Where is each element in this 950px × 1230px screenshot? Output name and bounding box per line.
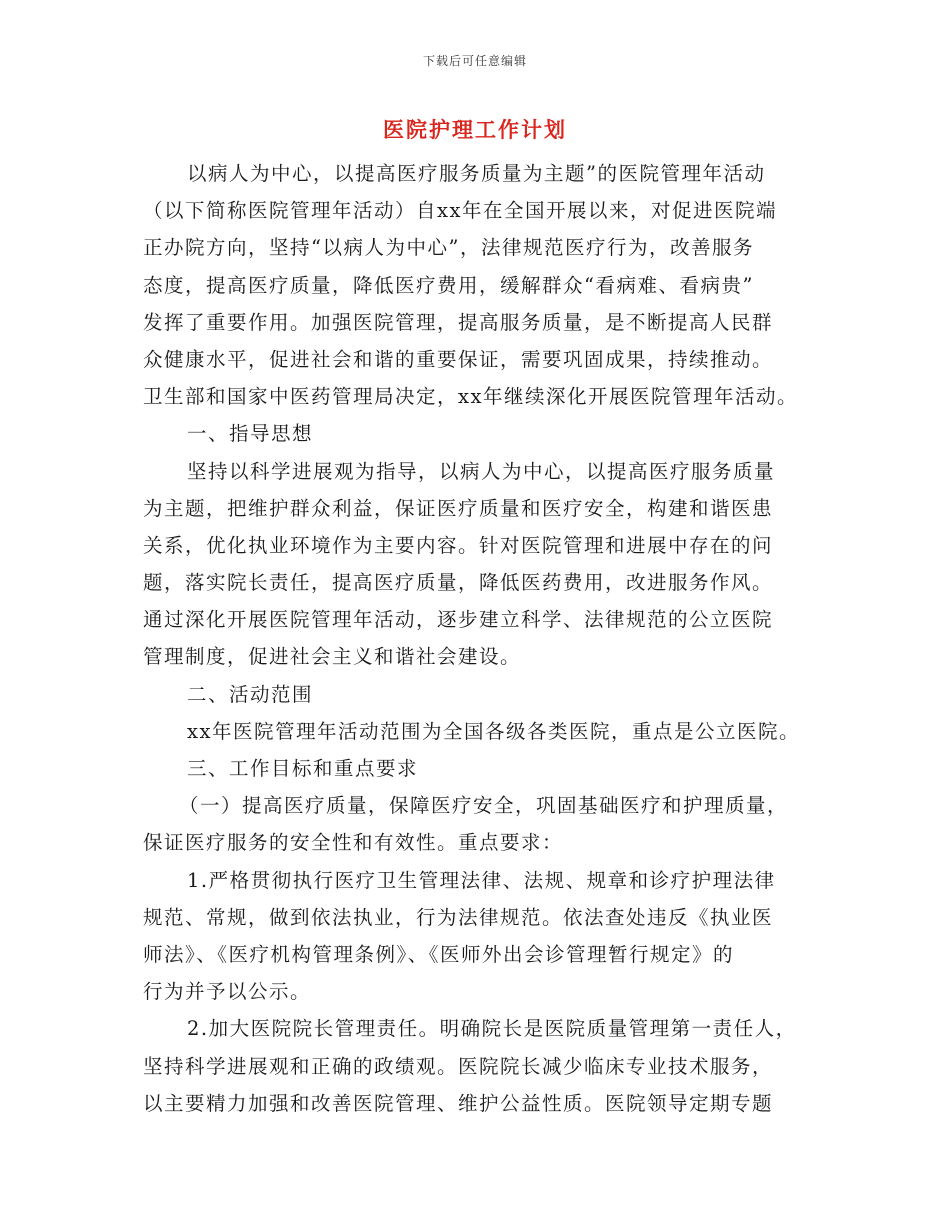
text-line: 保证医疗服务的安全性和有效性。重点要求： [143, 831, 564, 855]
text-line: xx年医院管理年活动范围为全国各级各类医院，重点是公立医院。 [187, 719, 800, 743]
text-line: 坚持以科学进展观为指导，以病人为中心，以提高医疗服务质量 [187, 459, 776, 483]
text-line: 众健康水平，促进社会和谐的重要保证，需要巩固成果，持续推动。 [143, 347, 774, 371]
text-line: 以主要精力加强和改善医院管理、维护公益性质。医院领导定期专题 [143, 1091, 774, 1115]
text-line: 通过深化开展医院管理年活动，逐步建立科学、法律规范的公立医院 [143, 608, 774, 632]
text-line: 行为并予以公示。 [143, 980, 312, 1004]
text-line: 态度，提高医疗质量，降低医疗费用，缓解群众“看病难、看病贵” [143, 273, 754, 297]
document-title: 医院护理工作计划 [383, 117, 567, 142]
text-line: 正办院方向，坚持“以病人为中心”，法律规范医疗行为，改善服务 [143, 236, 754, 260]
text-line: 管理制度，促进社会主义和谐社会建设。 [143, 645, 522, 669]
text-line: 师法》、《医疗机构管理条例》、《医师外出会诊管理暂行规定》的 [143, 942, 735, 966]
text-line: 三、工作目标和重点要求 [187, 757, 419, 780]
text-line: 以病人为中心，以提高医疗服务质量为主题”的医院管理年活动 [187, 162, 766, 185]
text-line: 关系，优化执业环境作为主要内容。针对医院管理和进展中存在的问 [143, 533, 774, 557]
text-line: 二、活动范围 [187, 682, 314, 706]
text-line: 一、指导思想 [187, 422, 314, 446]
text-line: 发挥了重要作用。加强医院管理，提高服务质量，是不断提高人民群 [143, 310, 774, 334]
text-line: 为主题，把维护群众利益，保证医疗质量和医疗安全，构建和谐医患 [143, 496, 774, 520]
text-line: 2.加大医院院长管理责任。明确院长是医院质量管理第一责任人， [187, 1017, 797, 1041]
text-line: （以下简称医院管理年活动）自xx年在全国开展以来，对促进医院端 [143, 199, 777, 223]
text-line: 题，落实院长责任，提高医疗质量，降低医药费用，改进服务作风。 [143, 571, 774, 595]
text-line: 坚持科学进展观和正确的政绩观。医院院长减少临床专业技术服务， [143, 1054, 774, 1078]
header-note: 下载后可任意编辑 [422, 54, 527, 68]
text-line: 规范、常规，做到依法执业，行为法律规范。依法查处违反《执业医 [143, 905, 774, 929]
text-line: 卫生部和国家中医药管理局决定，xx年继续深化开展医院管理年活动。 [143, 385, 798, 409]
text-line: 1.严格贯彻执行医疗卫生管理法律、法规、规章和诊疗护理法律 [187, 868, 776, 892]
document-body [143, 155, 813, 1122]
text-line: （一）提高医疗质量，保障医疗安全，巩固基础医疗和护理质量， [179, 794, 789, 818]
